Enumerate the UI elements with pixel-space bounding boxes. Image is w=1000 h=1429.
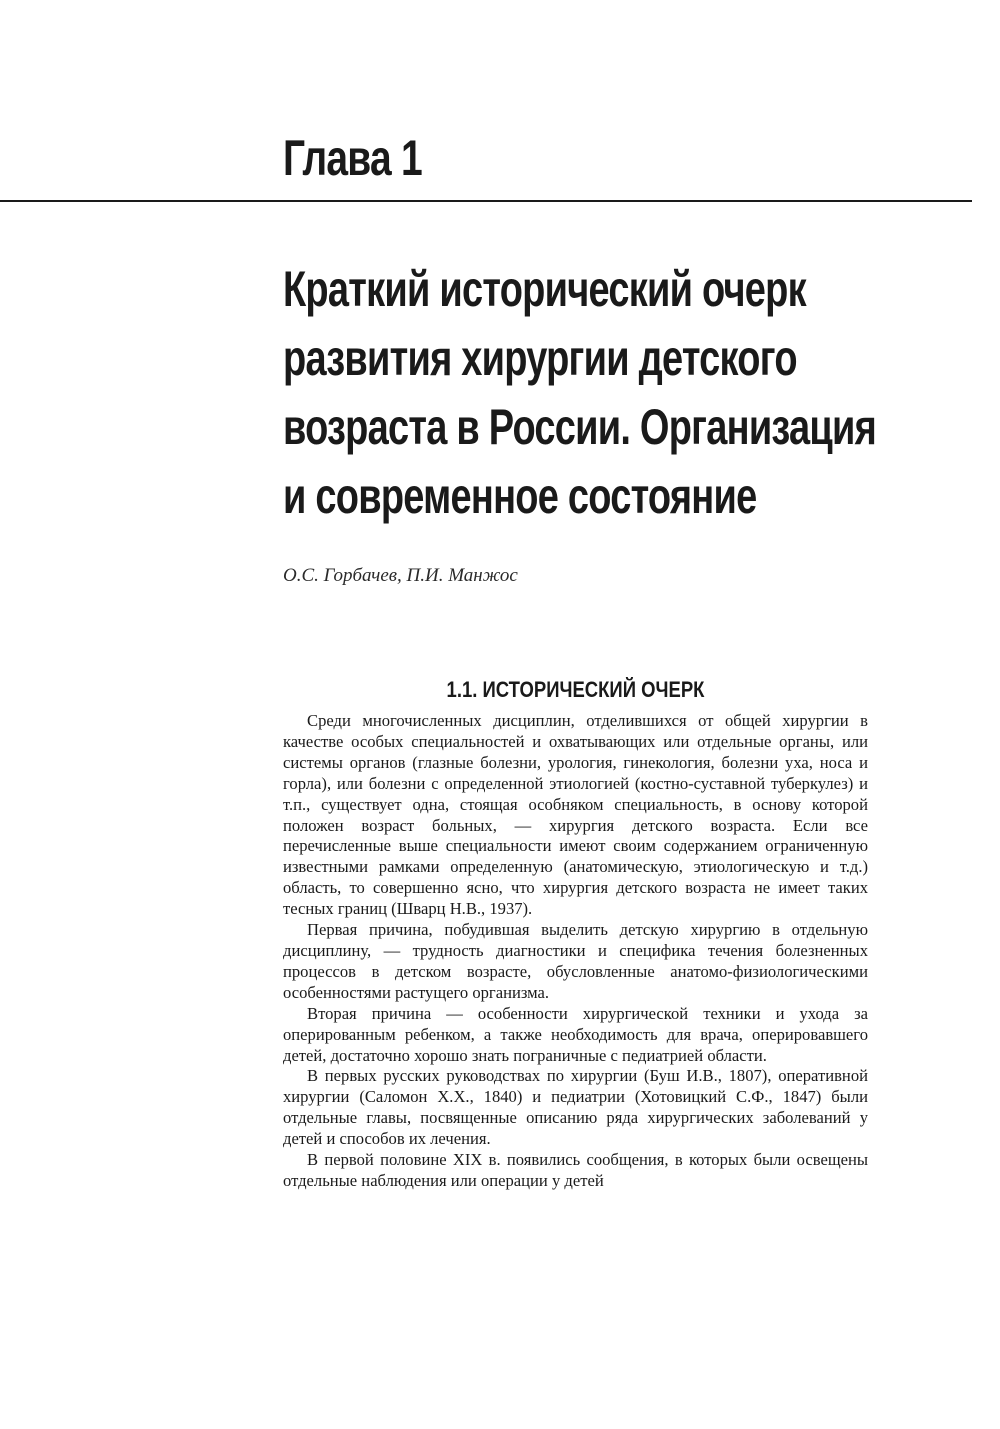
chapter-title-line: развития хирургии детского	[283, 330, 797, 386]
chapter-authors: О.С. Горбачев, П.И. Манжос	[283, 565, 518, 586]
chapter-title-line: Краткий исторический очерк	[283, 261, 806, 317]
chapter-divider	[0, 200, 972, 202]
body-paragraph: Первая причина, побудившая выделить детскую хирургию в отдельную дисциплину, — трудность диагностики и специфика течения болезненных процессов в детском возрасте, обусловленные анатомо-физиологическими особенностями растущего организма.	[283, 920, 868, 1002]
section-body	[283, 711, 868, 1192]
body-paragraph: В первых русских руководствах по хирургии (Буш И.В., 1807), оперативной хирургии (Саломон Х.Х., 1840) и педиатрии (Хотовицкий С.Ф., 1847) были отдельные главы, посвященные описанию ряда хирургических заболеваний у детей и способов их лечения.	[283, 1066, 868, 1149]
chapter-title-line: и современное состояние	[283, 468, 757, 524]
chapter-title-line: возраста в России. Организация	[283, 399, 877, 455]
section-heading-text: 1.1. ИСТОРИЧЕСКИЙ ОЧЕРК	[446, 677, 705, 702]
chapter-title	[283, 255, 877, 531]
body-paragraph: В первой половине XIX в. появились сообщения, в которых были освещены отдельные наблюдения или операции у детей	[283, 1150, 868, 1190]
section-heading	[283, 675, 868, 705]
chapter-label: Глава 1	[283, 130, 422, 186]
body-paragraph: Среди многочисленных дисциплин, отделившихся от общей хирургии в качестве особых специальностей и охватывающих или отдельные органы, или системы органов (глазные болезни, урология, гинекология, болезни уха, носа и горла), или болезни с определенной этиологией (костно-суставной туберкулез) и т.п., существует одна, стоящая особняком специальность, в основу которой положен возраст больных, — хирургия детского возраста. Если все перечисленные выше специальности имеют своим содержанием ограниченную известными рамками определенную (анатомическую, этиологическую и т.д.) область, то совершенно ясно, что хирургия детского возраста не имеет таких тесных границ (Шварц Н.В., 1937).	[283, 711, 868, 919]
body-paragraph: Вторая причина — особенности хирургической техники и ухода за оперированным ребенком, а также необходимость для врача, оперировавшего детей, достаточно хорошо знать пограничные с педиатрией области.	[283, 1003, 868, 1065]
